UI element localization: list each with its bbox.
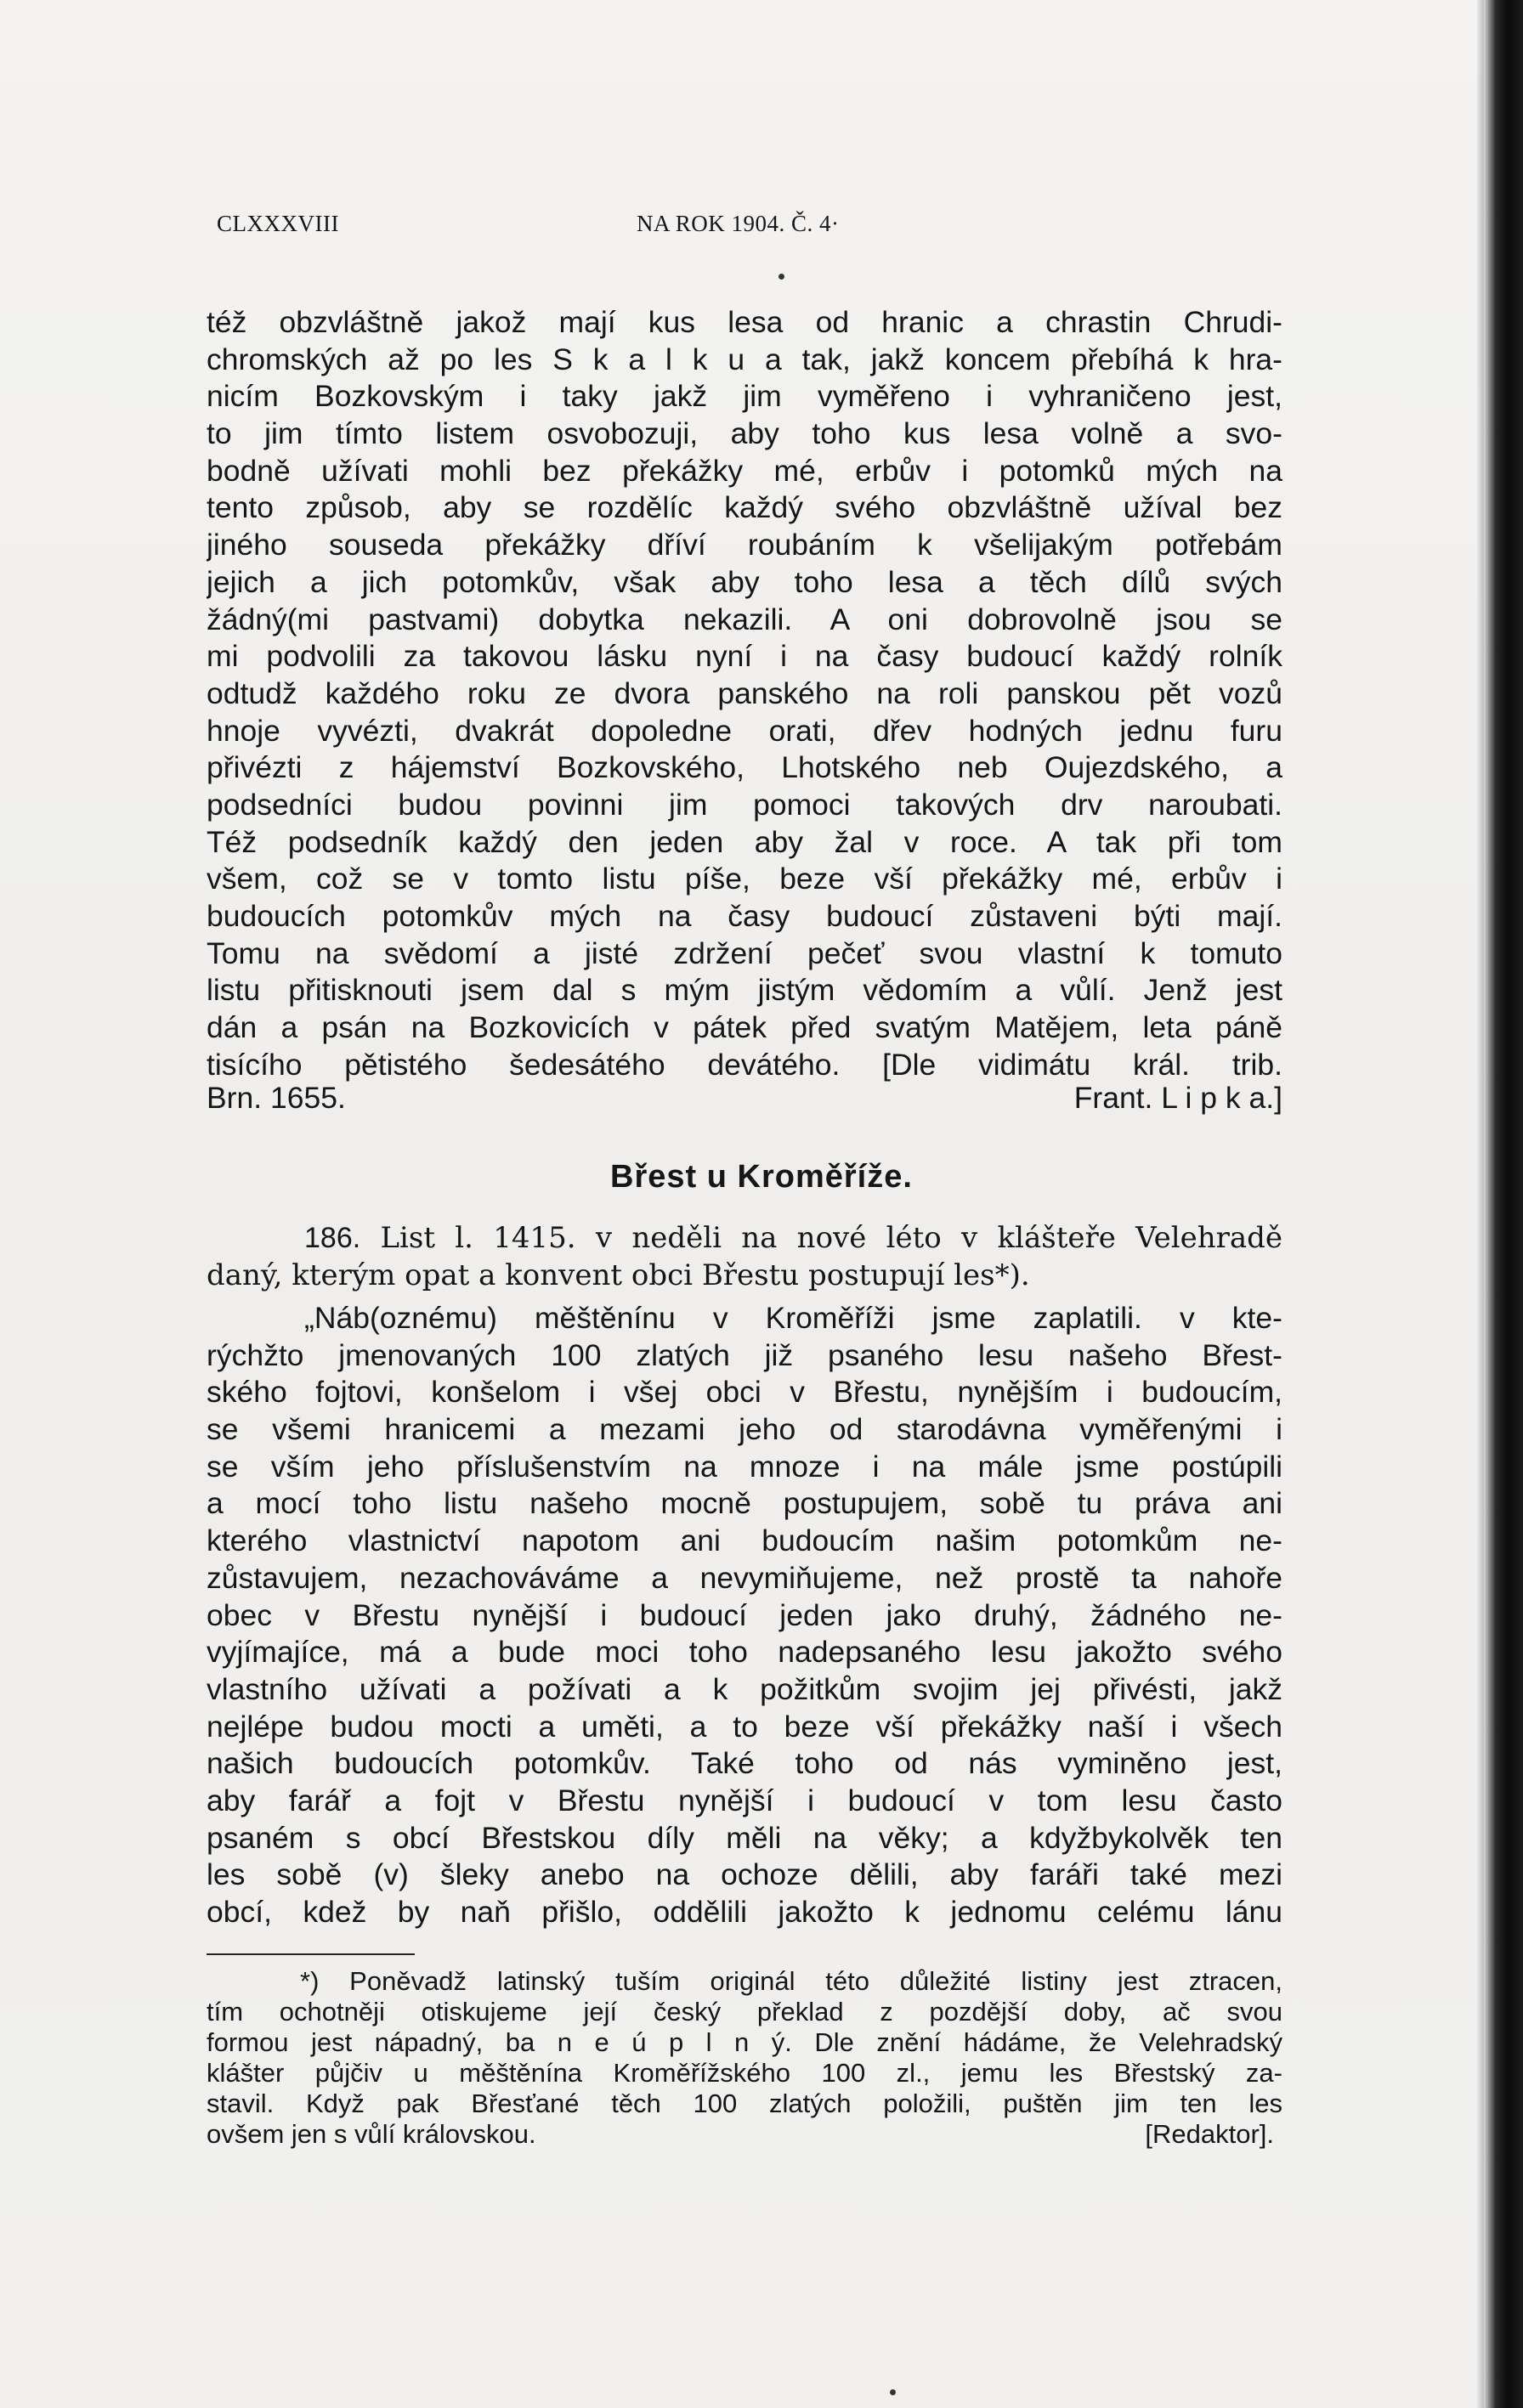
text-line: dán a psán na Bozkovicích v pátek před svatým Matějem, leta páně (207, 1010, 1282, 1045)
print-speck (778, 274, 784, 280)
text-line: se všemi hranicemi a mezami jeho od starodávna vyměřenými i (207, 1412, 1282, 1447)
text-line: obec v Břestu nynější i budoucí jeden jako druhý, žádného ne- (207, 1597, 1282, 1632)
section-heading: Břest u Kroměříže. (610, 1159, 913, 1195)
text-line: bodně užívati mohli bez překážky mé, erbův i potomků mých na (207, 453, 1282, 488)
text-line: nejlépe budou mocti a uměti, a to beze vší překážky naší i všech (207, 1709, 1282, 1744)
body-text-lower (207, 1300, 1282, 1931)
text-line: žádný(mi pastvami) dobytka nekazili. A oni dobrovolně jsou se (207, 602, 1282, 636)
text-line: jejich a jich potomkův, však aby toho lesa a těch dílů svých (207, 564, 1282, 599)
text-line: rýchžto jmenovaných 100 zlatých již psaného lesu našeho Břest- (207, 1337, 1282, 1372)
charter-title-line: daný, kterým opat a konvent obci Břestu postupují les*). (207, 1258, 1030, 1292)
footnote-line: *) Poněvadž latinský tuším originál této důležité listiny jest ztracen, (300, 1966, 1282, 1996)
text-line: Též podsedník každý den jeden aby žal v roce. A tak při tom (207, 824, 1282, 859)
text-line: mi podvolili za takovou lásku nyní i na časy budoucí každý rolník (207, 639, 1282, 674)
text-line: nicím Bozkovským i taky jakž jim vyměřeno i vyhraničeno jest, (207, 379, 1282, 414)
footnote-line: klášter půjčiv u měštěnína Kroměřížského 100 zl., jemu les Břestský za- (207, 2058, 1282, 2088)
contributor-signature: Frant. L i p k a.] (1073, 1081, 1282, 1115)
text-line: vyjímajíce, má a bude moci toho nadepsaného lesu jakožto svého (207, 1635, 1282, 1670)
charter-title-text: List l. 1415. v neděli na nové léto v klášteře Velehradě (380, 1221, 1282, 1255)
text-line: aby farář a fojt v Břestu nynější i budoucí v tom lesu často (207, 1783, 1282, 1817)
text-line: našich budoucích potomkův. Také toho od nás vyminěno jest, (207, 1746, 1282, 1781)
page-number: CLXXXVIII (217, 211, 339, 236)
running-title: NA ROK 1904. Č. 4· (637, 211, 840, 236)
text-line: chromských až po les S k a l k u a tak, jakž koncem přebíhá k hra- (207, 342, 1282, 376)
text-line: budoucích potomkův mých na časy budoucí zůstaveni býti mají. (207, 899, 1282, 933)
footnote-last-line (207, 2119, 1282, 2150)
text-line: se vším jeho příslušenstvím na mnoze i na mále jsme postúpili (207, 1449, 1282, 1484)
citation-left: Brn. 1655. (207, 1081, 346, 1115)
text-line: též obzvláštně jakož mají kus lesa od hranic a chrastin Chrudi- (207, 305, 1282, 339)
text-line: „Náb(oznému) měštěnínu v Kroměříži jsme zaplatili. v kte- (304, 1301, 1282, 1335)
source-citation-line (207, 1081, 1282, 1118)
charter-title-line (207, 1219, 1282, 1257)
text-line: jiného souseda překážky dříví roubáním k všelijakým potřebám (207, 528, 1282, 562)
charter-number: 186. (304, 1222, 361, 1254)
footnote (207, 1966, 1282, 2150)
text-line: obcí, kdež by naň přišlo, oddělili jakožto k jednomu celému lánu (207, 1895, 1282, 1929)
text-line: tisícího pětistého šedesátého devátého. [Dle vidimátu král. trib. (207, 1047, 1282, 1082)
text-line: to jim tímto listem osvobozuji, aby toho kus lesa volně a svo- (207, 416, 1282, 451)
text-line: odtudž každého roku ze dvora panského na roli panskou pět vozů (207, 675, 1282, 710)
text-line: tento způsob, aby se rozdělíc každý svého obzvláštně užíval bez (207, 490, 1282, 525)
text-line: psaném s obcí Břestskou díly měli na věky; a kdyžbykolvěk ten (207, 1820, 1282, 1855)
text-line: vlastního užívati a požívati a k požitkům svojim jej přivésti, jakž (207, 1671, 1282, 1706)
text-line: listu přitisknouti jsem dal s mým jistým vědomím a vůlí. Jenž jest (207, 973, 1282, 1008)
page-edge (1477, 0, 1484, 2408)
text-line: přivézti z hájemství Bozkovského, Lhotského neb Oujezdského, a (207, 750, 1282, 785)
footnote-line-text: ovšem jen s vůlí královskou. (207, 2119, 536, 2149)
text-line: hnoje vyvézti, dvakrát dopoledne orati, dřev hodných jednu furu (207, 713, 1282, 748)
charter-title (207, 1219, 1282, 1294)
footnote-divider (207, 1953, 415, 1955)
body-text-upper (207, 304, 1282, 1083)
text-line: zůstavujem, nezachováváme a nevymiňujeme, než prostě ta nahoře (207, 1560, 1282, 1595)
footnote-line: tím ochotněji otiskujeme její český překlad z pozdější doby, ač svou (207, 1997, 1282, 2026)
text-line: podsedníci budou povinni jim pomoci takových drv naroubati. (207, 787, 1282, 822)
text-line: les sobě (v) šleky anebo na ochoze dělili, aby faráři také mezi (207, 1857, 1282, 1892)
editor-signature: [Redaktor]. (1145, 2119, 1274, 2149)
footnote-line: formou jest nápadný, ba n e ú p l n ý. Dle znění hádáme, že Velehradský (207, 2027, 1282, 2057)
text-line: ského fojtovi, konšelom i všej obci v Břestu, nynějším i budoucím, (207, 1375, 1282, 1410)
text-line: Tomu na svědomí a jisté zdržení pečeť svou vlastní k tomuto (207, 936, 1282, 970)
footnote-line: stavil. Když pak Břesťané těch 100 zlatých položili, puštěn jim ten les (207, 2089, 1282, 2118)
print-speck (890, 2389, 896, 2395)
text-line: kterého vlastnictví napotom ani budoucím našim potomkům ne- (207, 1523, 1282, 1558)
book-binding-shadow (1484, 0, 1523, 2408)
text-line: a mocí toho listu našeho mocně postupujem, sobě tu práva ani (207, 1486, 1282, 1521)
text-line: všem, což se v tomto listu píše, beze vší překážky mé, erbův i (207, 862, 1282, 896)
